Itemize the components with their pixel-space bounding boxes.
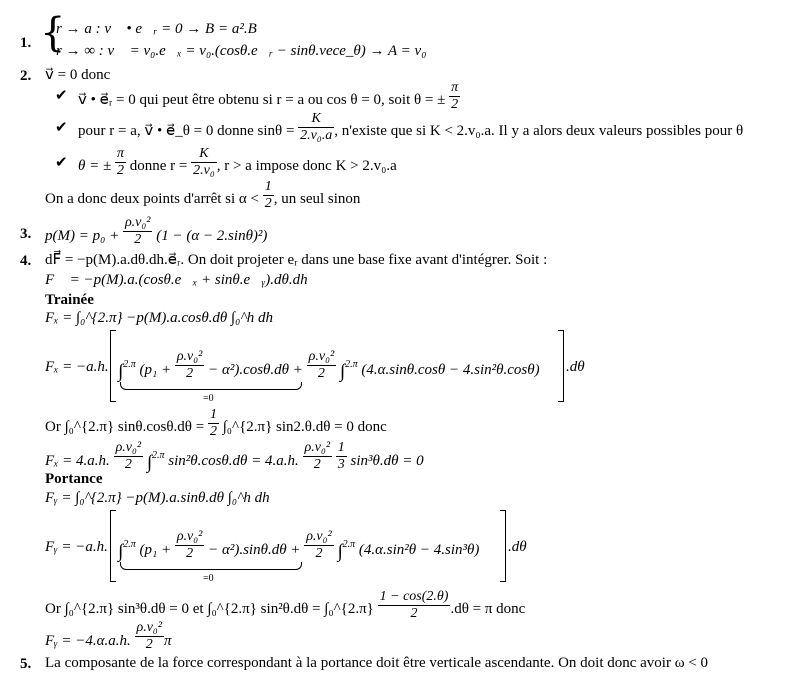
eq-fy-def: Fᵧ = ∫₀^{2.π} −p(M).a.sinθ.dθ ∫₀^h dh (45, 490, 270, 506)
eq-1-line-1: r → a : v⃗ • e⃗ᵣ = 0 → B = a².B (56, 21, 257, 37)
eq-fy-inner: ∫2.π (p₁ + $\frac{\text{ρ.v₀²}}{2}$ − α²).sinθ.dθ + $\frac{\text{ρ.v₀²}}{2}$ ∫2.π (4.α.sin²θ − 4.sin³θ) (118, 529, 480, 562)
checkmark-icon: ✔ (55, 86, 68, 104)
item-number-2: 2. (20, 68, 32, 84)
eq-5: La composante de la force correspondant à la portance doit être verticale ascendante. On doit donc avoir ω < 0 (45, 655, 709, 671)
frac-half: $\frac{1}{2}$ (264, 179, 272, 211)
eq-fx-tail: .dθ (566, 359, 585, 375)
eq-1-line-2: r → ∞ : v⃗ = v₀.e⃗ₓ = v₀.(cosθ.e⃗ᵣ − sinθ.vece_θ) → A = v₀ (56, 43, 427, 59)
frac-pi-2: $\frac{\pi}{2}$ (116, 146, 124, 178)
frac-k-2v0: $\frac{K}{\text{2.v₀}}$ (193, 146, 215, 178)
frac-k-2v0a: $\frac{K}{\text{2.v₀.a}}$ (300, 111, 333, 143)
bracket-right (500, 510, 506, 582)
bracket-left (110, 330, 116, 402)
heading-trainee: Trainée (45, 292, 94, 308)
item-number-4: 4. (20, 253, 32, 269)
eq-4-line-1: dF⃗ = −p(M).a.dθ.dh.e⃗ᵣ. On doit projeter eᵣ dans une base fixe avant d'intégrer. Soit : (45, 252, 548, 268)
eq-2-intro: v⃗ = 0 donc (45, 67, 111, 83)
item-number-1: 1. (20, 35, 32, 51)
checkmark-icon: ✔ (55, 118, 68, 136)
bracket-left (110, 510, 116, 582)
frac-pi-2: $\frac{\pi}{2}$ (451, 80, 459, 112)
eq-or-2: Or ∫₀^{2.π} sin³θ.dθ = 0 et ∫₀^{2.π} sin²θ.dθ = ∫₀^{2.π} $\frac{1 - \cos(2.\theta)}{2}$ .dθ = π donc (45, 589, 526, 621)
eq-fx-result: Fₓ = 4.a.h. $\frac{\text{ρ.v₀²}}{2}$ ∫2.π sin²θ.cosθ.dθ = 4.a.h. $\frac{\text{ρ.v₀²}}{2}$ $\frac{1}{3}$ sin³θ.dθ = 0 (45, 440, 424, 473)
heading-portance: Portance (45, 471, 103, 487)
eq-fy-expanded: Fᵧ = −a.h. (45, 539, 108, 555)
eq-or-1: Or ∫₀^{2.π} sinθ.cosθ.dθ = $\frac{1}{2}$ ∫₀^{2.π} sin2.θ.dθ = 0 donc (45, 407, 387, 439)
eq-2-bullet-2: pour r = a, v⃗ • e⃗_θ = 0 donne sinθ = $\frac{K}{\text{2.v₀.a}}$ , n'existe que si K < 2.v₀.a. Il y a alors deux valeurs possibles pour θ (78, 111, 744, 143)
item-number-3: 3. (20, 226, 32, 242)
bracket-right (558, 330, 564, 402)
eq-fx-expanded: Fₓ = −a.h. (45, 359, 109, 375)
underbrace-label: =0 (203, 393, 214, 404)
eq-fx-def: Fₓ = ∫₀^{2.π} −p(M).a.cosθ.dθ ∫₀^h dh (45, 310, 273, 326)
underbrace-label: =0 (203, 573, 214, 584)
checkmark-icon: ✔ (55, 153, 68, 171)
eq-2-bullet-1: v⃗ • e⃗ᵣ = 0 qui peut être obtenu si r = a ou cos θ = 0, soit θ = ± $\frac{\pi}{2}$ (78, 80, 459, 112)
eq-fy-result: Fᵧ = −4.α.a.h. $\frac{\text{ρ.v₀²}}{2}$ π (45, 620, 172, 652)
eq-fx-inner: ∫2.π (p₁ + $\frac{\text{ρ.v₀²}}{2}$ − α²).cosθ.dθ + $\frac{\text{ρ.v₀²}}{2}$ ∫2.π (4.α.sinθ.cosθ − 4.sin²θ.cosθ) (118, 349, 540, 382)
eq-4-line-2: F⃗ = −p(M).a.(cosθ.e⃗ₓ + sinθ.e⃗ᵧ).dθ.dh (45, 272, 308, 288)
frac-rho-v0: $\frac{\text{ρ.v₀²}}{2}$ (124, 215, 151, 247)
eq-fy-tail: .dθ (508, 539, 527, 555)
eq-2-bullet-3: θ = ± $\frac{\pi}{2}$ donne r = $\frac{K}{\text{2.v₀}}$ , r > a impose donc K > 2.v₀.a (78, 146, 397, 178)
item-number-5: 5. (20, 656, 32, 672)
underbrace (120, 562, 302, 570)
eq-3: p(M) = p₀ + $\frac{\text{ρ.v₀²}}{2}$ (1 − (α − 2.sinθ)²) (45, 215, 268, 247)
eq-2-conclusion: On a donc deux points d'arrêt si α < $\frac{1}{2}$ , un seul sinon (45, 179, 361, 211)
system-brace: { (40, 10, 66, 56)
underbrace (120, 382, 302, 390)
